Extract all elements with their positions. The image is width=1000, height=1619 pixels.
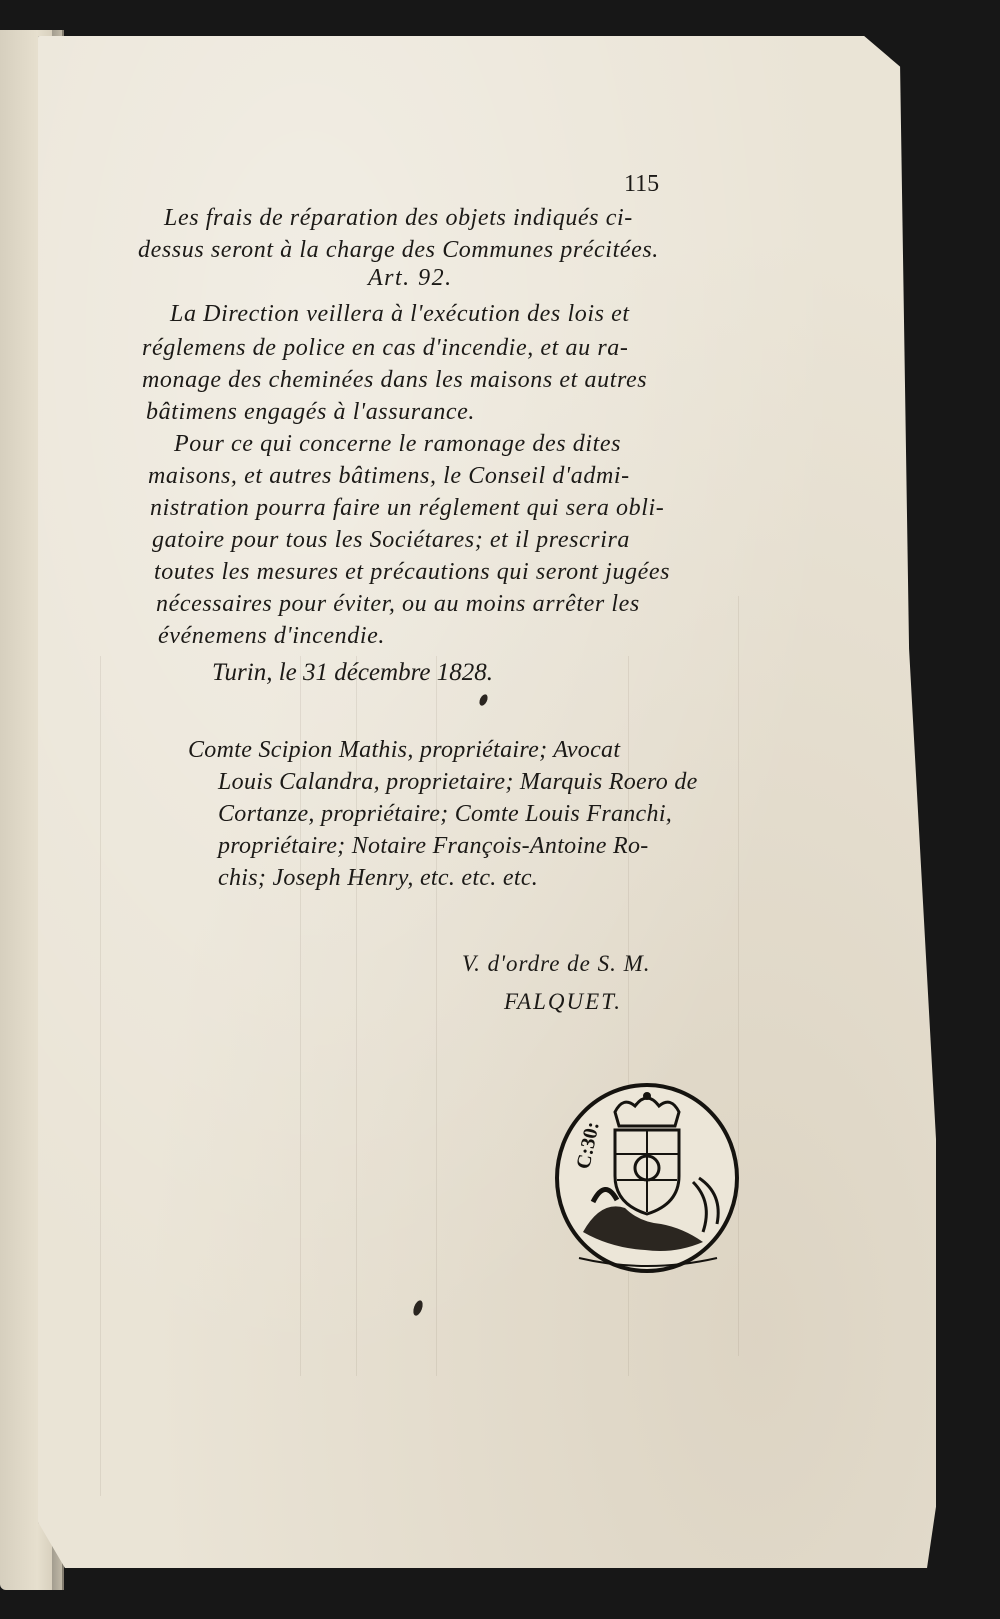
visa-line: V. d'ordre de S. M. (462, 951, 651, 976)
page-number: 115 (624, 171, 660, 197)
show-through-line (436, 656, 437, 1376)
paragraph-3-line: Pour ce qui concerne le ramonage des dites (174, 431, 622, 457)
article-heading: Art. 92. (368, 265, 453, 291)
signatories-line: Cortanze, propriétaire; Comte Louis Franchi, (218, 801, 673, 827)
signatories-line: propriétaire; Notaire François-Antoine Ro- (218, 833, 649, 859)
paragraph-3-line: nécessaires pour éviter, ou au moins arrêter les (156, 591, 640, 617)
paragraph-3-line: gatoire pour tous les Sociétares; et il prescrira (152, 527, 631, 553)
show-through-line (356, 656, 357, 1376)
signatories-line: Comte Scipion Mathis, propriétaire; Avocat (188, 737, 621, 763)
visa-signature-name: FALQUET. (504, 989, 623, 1014)
paragraph-1-line: dessus seront à la charge des Communes précitées. (138, 237, 659, 263)
paragraph-3-line: événemens d'incendie. (158, 623, 385, 649)
coat-of-arms-seal (553, 1082, 741, 1274)
paragraph-2-line: La Direction veillera à l'exécution des lois et (170, 301, 630, 327)
seal-label: C:30: (572, 1119, 604, 1172)
paragraph-2-line: monage des cheminées dans les maisons et autres (142, 367, 648, 393)
paragraph-3-line: maisons, et autres bâtimens, le Conseil d'admi- (148, 463, 630, 489)
paragraph-1-line: Les frais de réparation des objets indiqués ci- (164, 205, 633, 231)
paragraph-2-line: réglemens de police en cas d'incendie, et au ra- (142, 335, 629, 361)
paragraph-2-line: bâtimens engagés à l'assurance. (146, 399, 476, 425)
date-line: Turin, le 31 décembre 1828. (212, 659, 493, 686)
signatories-line: chis; Joseph Henry, etc. etc. etc. (218, 865, 539, 891)
show-through-line (300, 656, 301, 1376)
paragraph-3-line: nistration pourra faire un réglement qui sera obli- (150, 495, 665, 521)
signatories-line: Louis Calandra, proprietaire; Marquis Roero de (218, 769, 698, 795)
show-through-line (100, 656, 101, 1496)
paragraph-3-line: toutes les mesures et précautions qui seront jugées (154, 559, 671, 585)
